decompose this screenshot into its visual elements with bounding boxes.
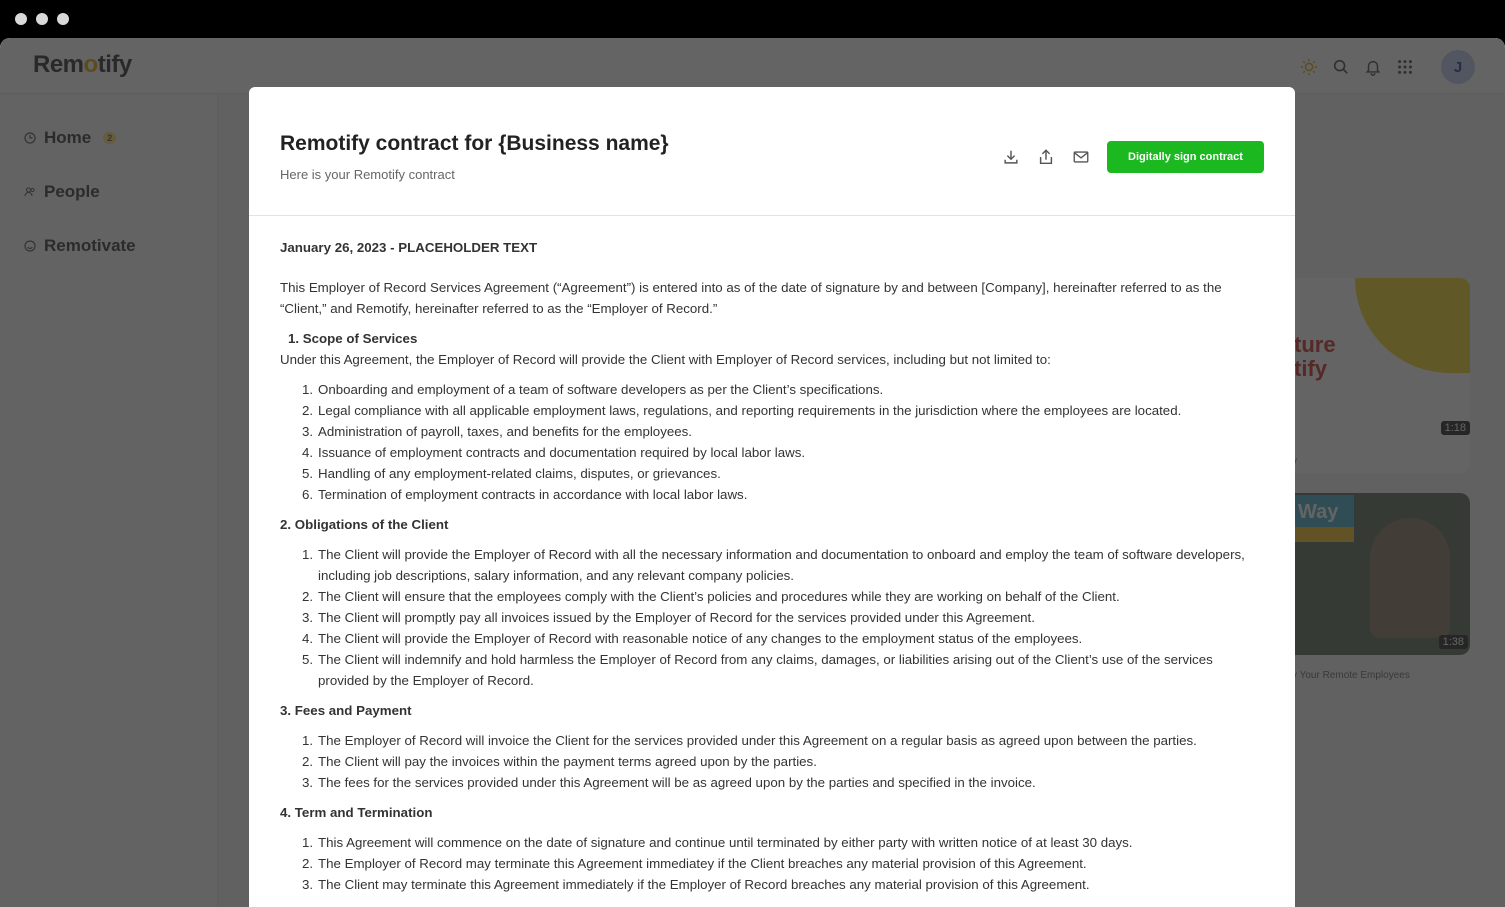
section-heading: 1. Scope of Services	[288, 331, 418, 346]
close-window-button[interactable]	[15, 13, 27, 25]
list-item	[302, 874, 1265, 895]
section-list	[280, 544, 1265, 691]
list-item-text: The Employer of Record will invoice the Client for the services provided under this Agreement on a regular basis as agreed upon between the parties.	[318, 733, 1197, 748]
list-item-number: 1.	[302, 382, 314, 397]
list-item-number: 3.	[302, 775, 314, 790]
modal-header	[249, 87, 1295, 216]
contract-intro: This Employer of Record Services Agreement (“Agreement”) is entered into as of the date of signature by and between [Company], hereinafter referred to as the “Client,” and Remotify, hereinafter referred to as the “Employer of Record.”	[280, 280, 1222, 316]
list-item-text: The Employer of Record may terminate this Agreement immediatey if the Client breaches any material provision of this Agreement.	[318, 856, 1087, 871]
list-item	[302, 400, 1265, 421]
list-item-text: The Client will promptly pay all invoices issued by the Employer of Record for the services provided under this Agreement.	[318, 610, 1035, 625]
mail-icon[interactable]	[1071, 147, 1091, 167]
list-item-text: The Client will pay the invoices within the payment terms agreed upon by the parties.	[318, 754, 817, 769]
section-list	[280, 379, 1265, 505]
download-icon[interactable]	[1001, 147, 1021, 167]
section-heading: 4. Term and Termination	[280, 805, 433, 820]
list-item-number: 2.	[302, 754, 314, 769]
list-item-text: This Agreement will commence on the date of signature and continue until terminated by either party with written notice of at least 30 days.	[318, 835, 1133, 850]
contract-modal	[249, 87, 1295, 907]
list-item	[302, 730, 1265, 751]
list-item	[302, 628, 1265, 649]
list-item-number: 2.	[302, 589, 314, 604]
list-item-text: Termination of employment contracts in accordance with local labor laws.	[318, 487, 748, 502]
modal-title: Remotify contract for {Business name}	[280, 132, 669, 155]
list-item	[302, 586, 1265, 607]
list-item	[302, 442, 1265, 463]
list-item-text: The Client will indemnify and hold harmless the Employer of Record from any claims, damages, or liabilities arising out of the Client’s use of the services provided by the Employer of Record.	[318, 652, 1213, 688]
list-item-number: 3.	[302, 424, 314, 439]
section-list	[280, 730, 1265, 793]
list-item-number: 3.	[302, 877, 314, 892]
list-item	[302, 607, 1265, 628]
contract-date: January 26, 2023 - PLACEHOLDER TEXT	[280, 240, 538, 255]
list-item-number: 1.	[302, 547, 314, 562]
list-item-number: 4.	[302, 631, 314, 646]
section-heading: 2. Obligations of the Client	[280, 517, 449, 532]
list-item-text: The Client will provide the Employer of Record with reasonable notice of any changes to the employment status of the employees.	[318, 631, 1083, 646]
list-item	[302, 751, 1265, 772]
list-item-number: 1.	[302, 733, 314, 748]
section-list	[280, 832, 1265, 895]
list-item	[302, 832, 1265, 853]
list-item-text: Administration of payroll, taxes, and benefits for the employees.	[318, 424, 692, 439]
list-item	[302, 421, 1265, 442]
digitally-sign-contract-button[interactable]: Digitally sign contract	[1107, 141, 1264, 173]
list-item-number: 5.	[302, 466, 314, 481]
window-titlebar	[0, 0, 1505, 38]
list-item-number: 2.	[302, 403, 314, 418]
list-item-text: Onboarding and employment of a team of software developers as per the Client’s specifications.	[318, 382, 884, 397]
maximize-window-button[interactable]	[57, 13, 69, 25]
contract-document	[280, 237, 1265, 904]
list-item-number: 3.	[302, 610, 314, 625]
list-item	[302, 649, 1265, 691]
list-item-number: 2.	[302, 856, 314, 871]
list-item	[302, 772, 1265, 793]
list-item-text: The Client will provide the Employer of Record with all the necessary information and documentation to onboard and employ the team of software developers, including job descriptions, salary information, and any relevant company policies.	[318, 547, 1245, 583]
list-item	[302, 463, 1265, 484]
list-item-text: The Client will ensure that the employees comply with the Client’s policies and procedures while they are working on behalf of the Client.	[318, 589, 1120, 604]
list-item-text: The Client may terminate this Agreement immediately if the Employer of Record breaches any material provision of this Agreement.	[318, 877, 1090, 892]
list-item	[302, 544, 1265, 586]
modal-subtitle: Here is your Remotify contract	[280, 167, 455, 182]
list-item-number: 5.	[302, 652, 314, 667]
section-heading: 3. Fees and Payment	[280, 703, 412, 718]
list-item	[302, 484, 1265, 505]
list-item-number: 6.	[302, 487, 314, 502]
list-item-number: 1.	[302, 835, 314, 850]
list-item-text: The fees for the services provided under this Agreement will be as agreed upon by the parties and specified in the invoice.	[318, 775, 1036, 790]
list-item-number: 4.	[302, 445, 314, 460]
share-icon[interactable]	[1036, 147, 1056, 167]
list-item-text: Handling of any employment-related claims, disputes, or grievances.	[318, 466, 721, 481]
list-item-text: Issuance of employment contracts and documentation required by local labor laws.	[318, 445, 806, 460]
minimize-window-button[interactable]	[36, 13, 48, 25]
list-item	[302, 853, 1265, 874]
section-lead: Under this Agreement, the Employer of Record will provide the Client with Employer of Record services, including but not limited to:	[280, 352, 1051, 367]
list-item-text: Legal compliance with all applicable employment laws, regulations, and reporting requirements in the jurisdiction where the employees are located.	[318, 403, 1182, 418]
list-item	[302, 379, 1265, 400]
